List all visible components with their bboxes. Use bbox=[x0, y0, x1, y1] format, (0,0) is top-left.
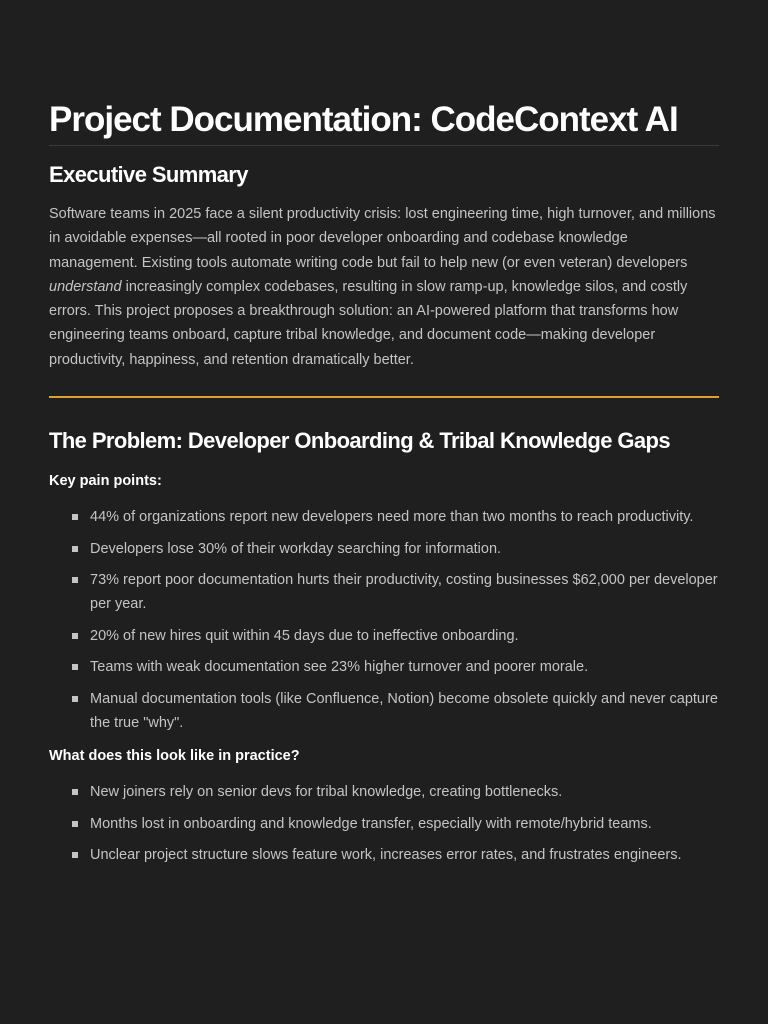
summary-text-start: Software teams in 2025 face a silent productivity crisis: lost engineering time, high turnover, and millions in avoidable expenses—all rooted in poor developer onboarding and codebase knowledge management. Existing tools automate writing code but fail to help new (or even veteran) developers bbox=[49, 206, 716, 271]
summary-text-end: increasingly complex codebases, resulting in slow ramp-up, knowledge silos, and costly errors. This project proposes a breakthrough solution: an AI-powered platform that transforms how engineering teams onboard, capture tribal knowledge, and document code—making developer productivity, happiness, and retention dramatically better. bbox=[49, 278, 688, 368]
bullet-icon bbox=[72, 696, 78, 702]
list-item-text: Teams with weak documentation see 23% higher turnover and poorer morale. bbox=[90, 659, 589, 676]
bullet-icon bbox=[72, 633, 78, 639]
bullet-icon bbox=[72, 514, 78, 520]
bullet-icon bbox=[72, 821, 78, 827]
practice-label: What does this look like in practice? bbox=[49, 748, 300, 765]
accent-divider bbox=[49, 396, 719, 398]
list-item-text: Months lost in onboarding and knowledge transfer, especially with remote/hybrid teams. bbox=[90, 815, 652, 832]
summary-emphasis: understand bbox=[49, 278, 122, 295]
pain-points-list bbox=[49, 505, 719, 735]
list-item-text: 73% report poor documentation hurts their productivity, costing businesses $62,000 per developer per year. bbox=[90, 572, 718, 613]
list-item-text: 20% of new hires quit within 45 days due to ineffective onboarding. bbox=[90, 627, 519, 644]
document bbox=[49, 0, 719, 868]
bullet-icon bbox=[72, 789, 78, 795]
bullet-icon bbox=[72, 546, 78, 552]
bullet-icon bbox=[72, 852, 78, 858]
list-item bbox=[49, 843, 719, 867]
bullet-icon bbox=[72, 664, 78, 670]
page-title: Project Documentation: CodeContext AI bbox=[49, 98, 719, 146]
list-item bbox=[49, 780, 719, 804]
list-item-text: 44% of organizations report new developers need more than two months to reach productivity. bbox=[90, 509, 694, 526]
problem-heading: The Problem: Developer Onboarding & Tribal Knowledge Gaps bbox=[49, 428, 671, 454]
practice-list bbox=[49, 780, 719, 867]
list-item bbox=[49, 687, 719, 736]
list-item-text: Manual documentation tools (like Confluence, Notion) become obsolete quickly and never capture the true "why". bbox=[90, 690, 718, 732]
list-item-text: Developers lose 30% of their workday searching for information. bbox=[90, 540, 502, 557]
list-item-text: New joiners rely on senior devs for tribal knowledge, creating bottlenecks. bbox=[90, 784, 563, 801]
bullet-icon bbox=[72, 577, 78, 583]
list-item bbox=[49, 812, 719, 836]
list-item bbox=[49, 537, 719, 561]
pain-points-label: Key pain points: bbox=[49, 473, 162, 490]
executive-summary-paragraph bbox=[49, 202, 719, 372]
list-item bbox=[49, 655, 719, 679]
list-item-text: Unclear project structure slows feature work, increases error rates, and frustrates engineers. bbox=[90, 847, 682, 864]
list-item bbox=[49, 505, 719, 529]
list-item bbox=[49, 624, 719, 648]
executive-summary-heading: Executive Summary bbox=[49, 162, 248, 187]
list-item bbox=[49, 568, 719, 617]
